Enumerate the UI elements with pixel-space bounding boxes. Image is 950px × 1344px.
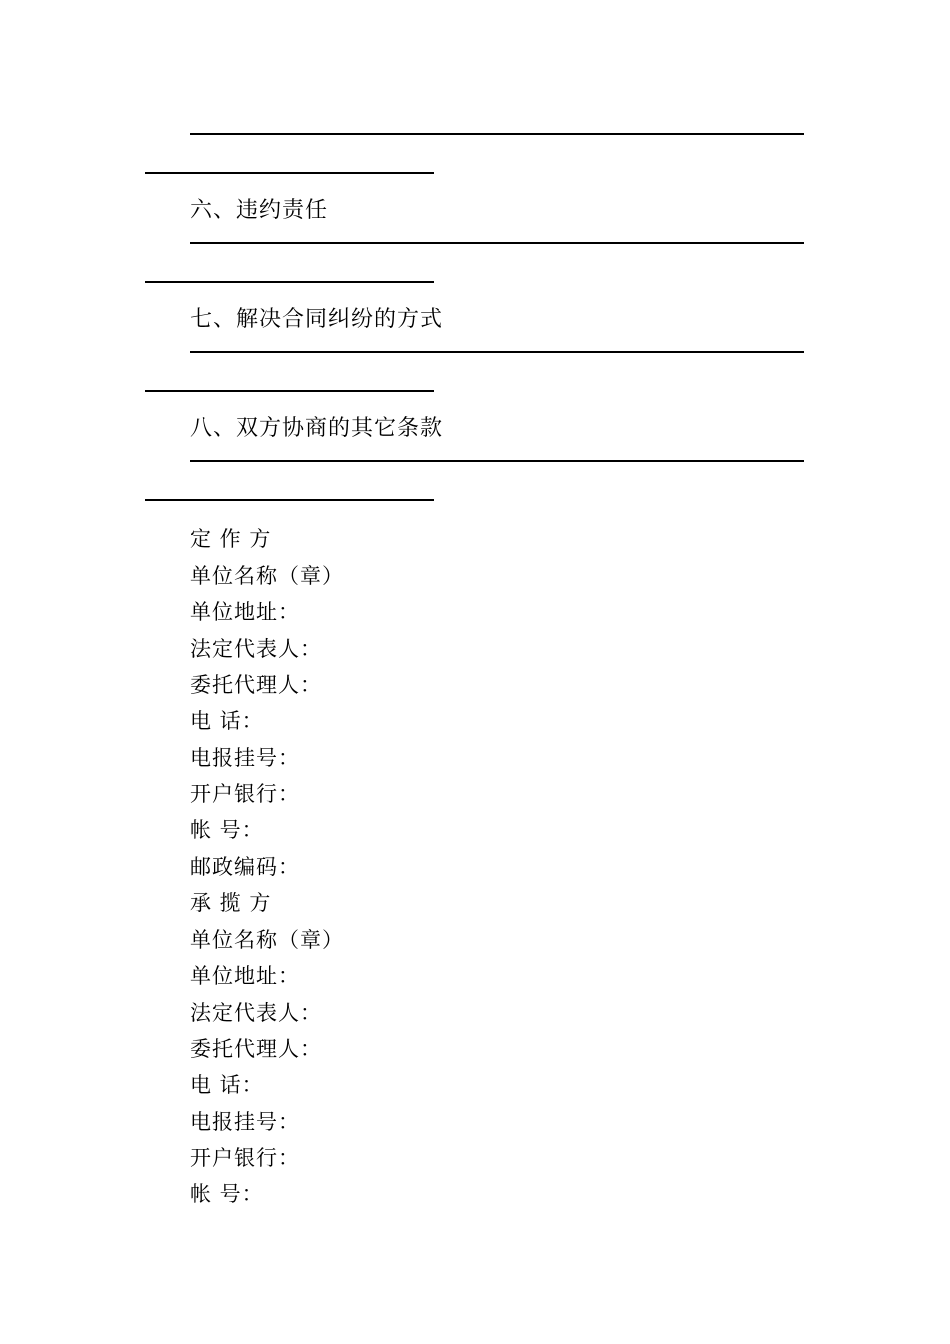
section-heading-other-terms: 八、双方协商的其它条款 (190, 416, 444, 441)
party-a-account: 帐 号： (190, 818, 264, 842)
party-b-bank: 开户银行： (190, 1146, 300, 1170)
party-a-postcode: 邮政编码： (190, 855, 300, 879)
party-a-legal-rep: 法定代表人： (190, 637, 322, 661)
party-b-agent: 委托代理人： (190, 1037, 322, 1061)
party-b-company-name: 单位名称（章） (190, 928, 344, 952)
party-a-company-name: 单位名称（章） (190, 564, 344, 588)
fill-in-line (190, 460, 804, 462)
party-a-bank: 开户银行： (190, 782, 300, 806)
fill-in-line (190, 351, 804, 353)
party-b-legal-rep: 法定代表人： (190, 1001, 322, 1025)
fill-in-line (190, 242, 804, 244)
party-b-address: 单位地址： (190, 964, 300, 988)
section-heading-breach-liability: 六、违约责任 (190, 198, 329, 223)
party-b-telegraph: 电报挂号： (190, 1110, 300, 1134)
party-b-title: 承 揽 方 (190, 891, 272, 915)
party-a-agent: 委托代理人： (190, 673, 322, 697)
fill-in-line (145, 390, 434, 392)
fill-in-line (145, 499, 434, 501)
party-b-phone: 电 话： (190, 1073, 264, 1097)
party-a-title: 定 作 方 (190, 527, 272, 551)
fill-in-line (190, 133, 804, 135)
party-a-telegraph: 电报挂号： (190, 746, 300, 770)
party-b-account: 帐 号： (190, 1182, 264, 1206)
party-a-phone: 电 话： (190, 709, 264, 733)
fill-in-line (145, 281, 434, 283)
party-a-address: 单位地址： (190, 600, 300, 624)
section-heading-dispute-resolution: 七、解决合同纠纷的方式 (190, 307, 444, 332)
fill-in-line (145, 172, 434, 174)
